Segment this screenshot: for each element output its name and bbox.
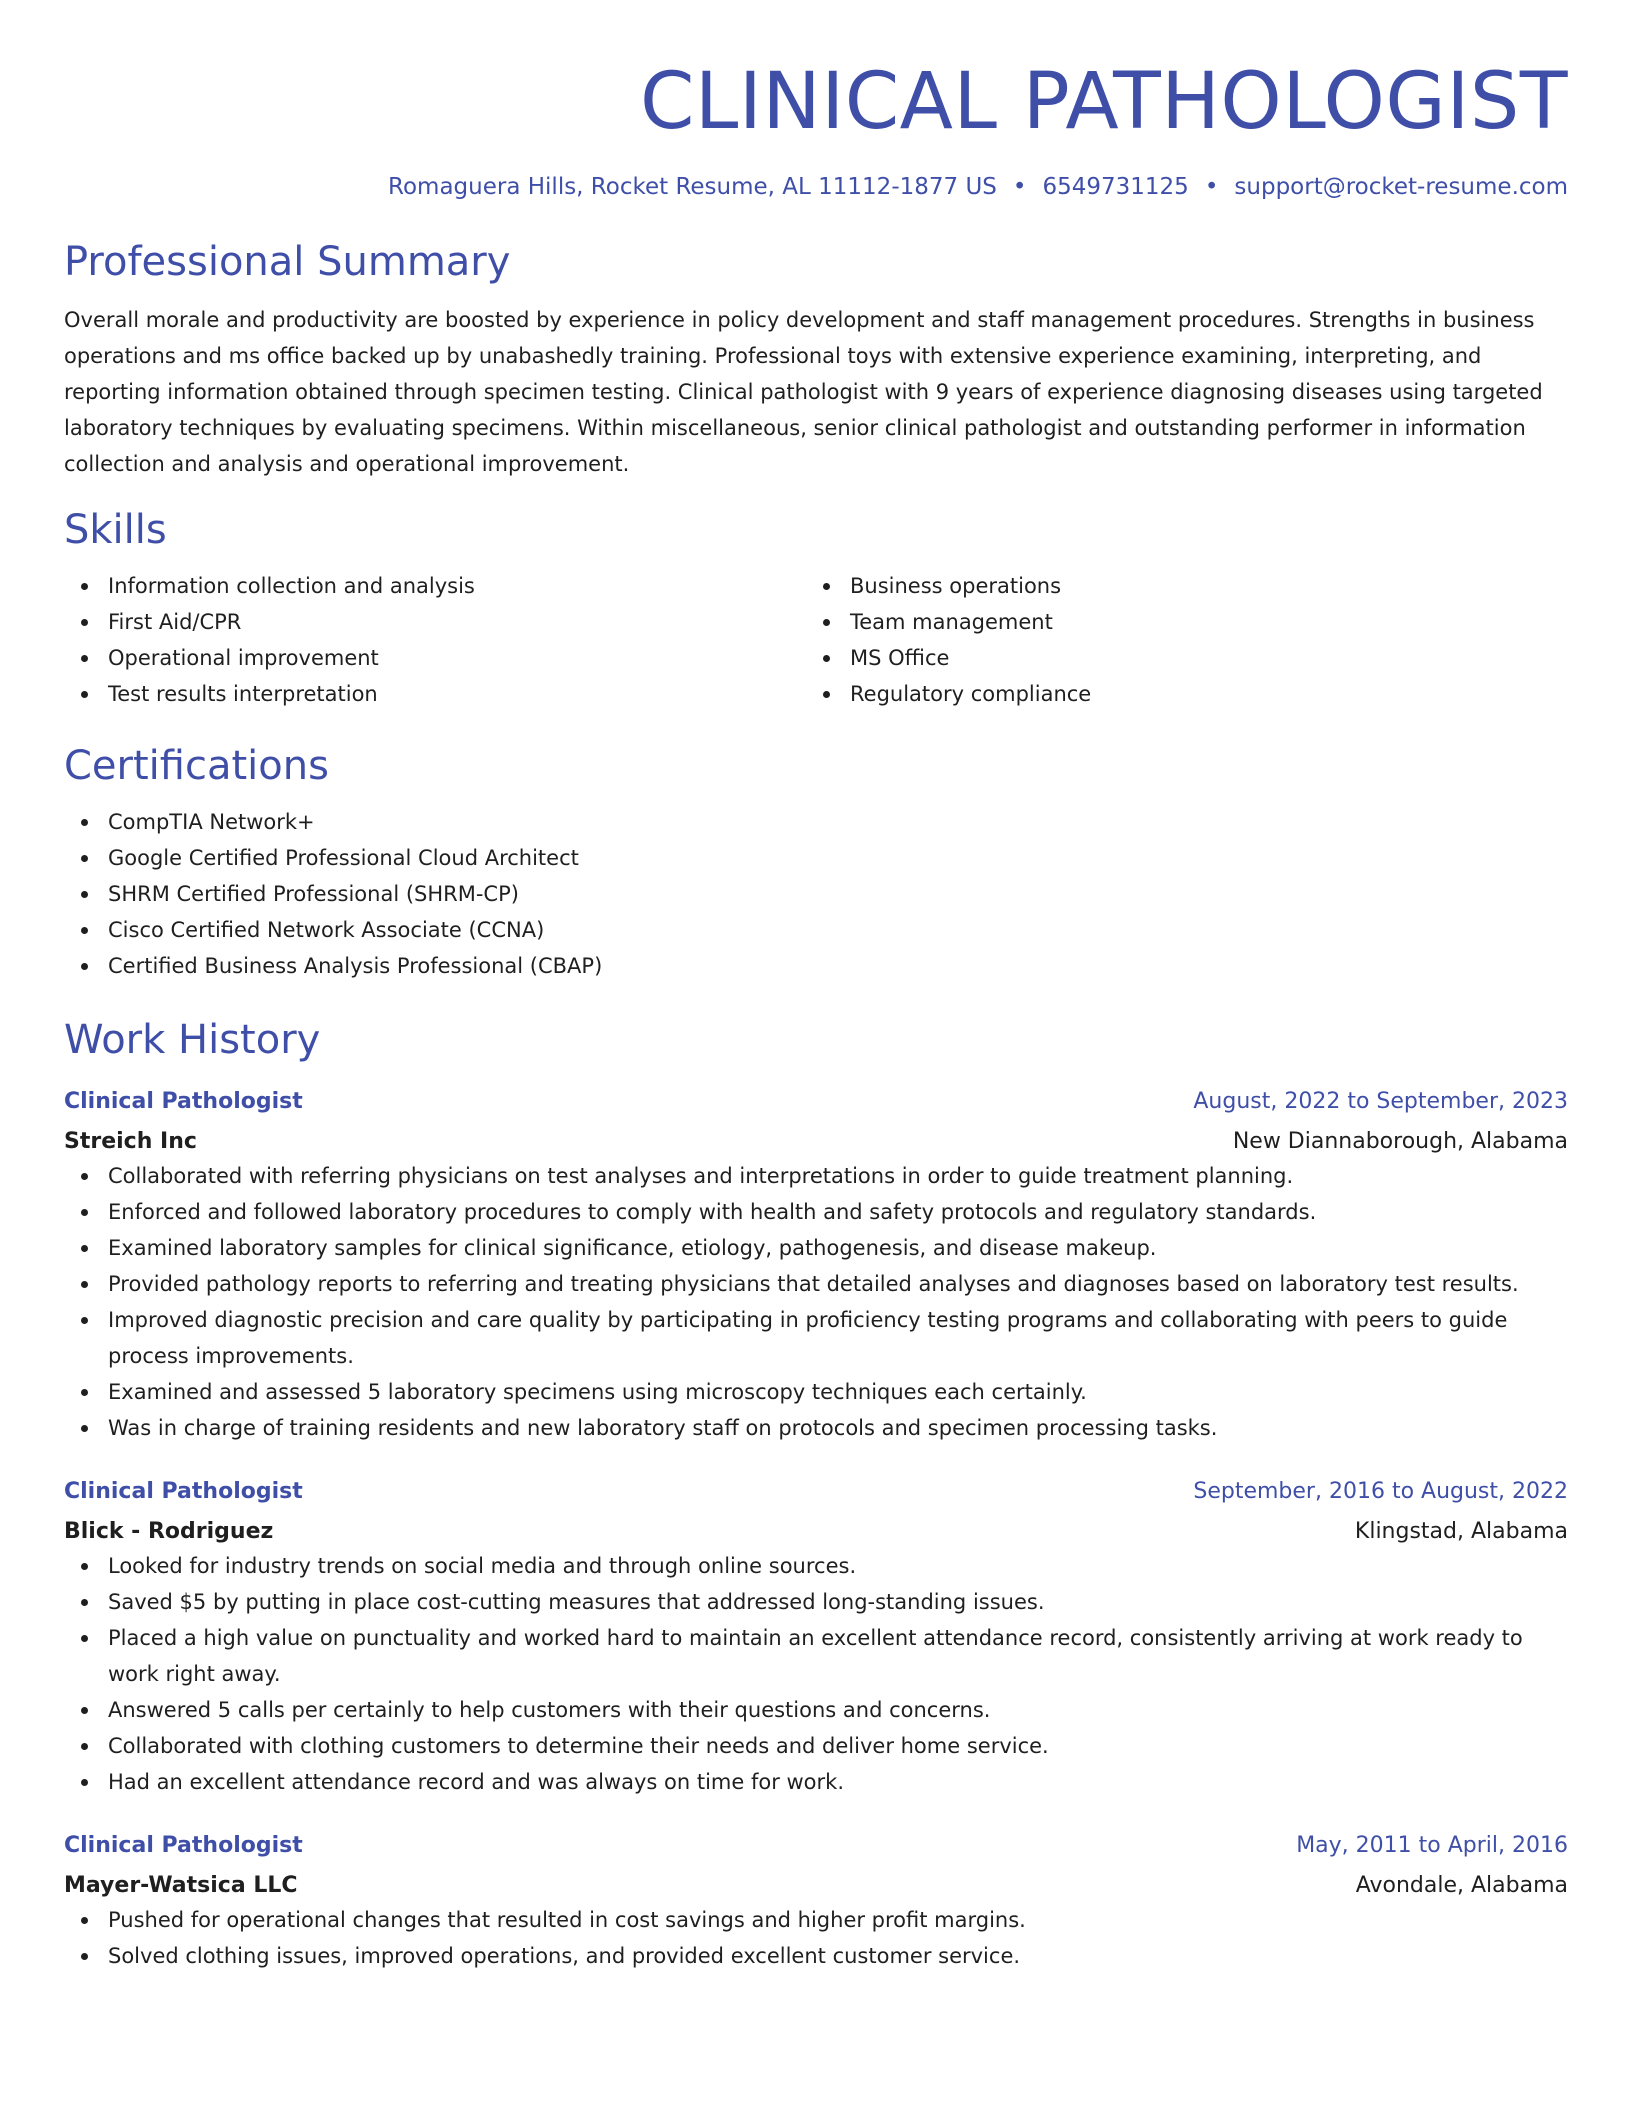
job-dates: August, 2022 to September, 2023 (1193, 1089, 1568, 1114)
contact-separator: • (1204, 174, 1219, 200)
skill-item: MS Office (806, 640, 1548, 676)
job-subheader (64, 1126, 1568, 1158)
job-title: Clinical Pathologist (64, 1089, 303, 1114)
resume-name: CLINICAL PATHOLOGIST (639, 57, 1568, 147)
skill-item: Regulatory compliance (806, 676, 1548, 712)
job-location: Avondale, Alabama (1355, 1873, 1568, 1898)
contact-separator: • (1012, 174, 1027, 200)
skill-item: Information collection and analysis (64, 568, 806, 604)
job-title: Clinical Pathologist (64, 1479, 303, 1504)
skill-item: Business operations (806, 568, 1548, 604)
job-dates: September, 2016 to August, 2022 (1193, 1479, 1568, 1504)
skill-item: Test results interpretation (64, 676, 806, 712)
job-bullet: Solved clothing issues, improved operations, and provided excellent customer service. (64, 1938, 1568, 1974)
job-bullets (64, 1902, 1568, 1974)
job-bullet: Pushed for operational changes that resulted in cost savings and higher profit margins. (64, 1902, 1568, 1938)
job-dates: May, 2011 to April, 2016 (1296, 1833, 1568, 1858)
job-header (64, 1476, 1568, 1508)
summary-text: Overall morale and productivity are boosted by experience in policy development and staff management procedures. Strengths in business operations and ms office backed up by unabashedly training. Professional toys with extensive experience examining, interpreting, and reporting information obtained through specimen testing. Clinical pathologist with 9 years of experience diagnosing diseases using targeted laboratory techniques by evaluating specimens. Within miscellaneous, senior clinical pathologist and outstanding performer in information collection and analysis and operational improvement. (64, 308, 1543, 476)
job-company: Streich Inc (64, 1129, 197, 1154)
job-company: Mayer-Watsica LLC (64, 1873, 298, 1898)
certifications-list (64, 804, 1568, 984)
job-company: Blick - Rodriguez (64, 1519, 274, 1544)
job-bullet: Collaborated with referring physicians on test analyses and interpretations in order to guide treatment planning. (64, 1158, 1568, 1194)
summary-title: Professional Summary (64, 239, 511, 285)
contact-line (64, 172, 1568, 202)
job-title: Clinical Pathologist (64, 1833, 303, 1858)
skill-item: First Aid/CPR (64, 604, 806, 640)
contact-email[interactable]: support@rocket-resume.com (1234, 174, 1568, 200)
contact-address: Romaguera Hills, Rocket Resume, AL 11112-1877 US (388, 174, 997, 200)
job-location: Klingstad, Alabama (1354, 1519, 1568, 1544)
job-bullet: Enforced and followed laboratory procedures to comply with health and safety protocols and regulatory standards. (64, 1194, 1568, 1230)
job-bullet: Collaborated with clothing customers to determine their needs and deliver home service. (64, 1728, 1568, 1764)
job-entry (64, 1476, 1568, 1800)
job-bullet: Improved diagnostic precision and care quality by participating in proficiency testing programs and collaborating with peers to guide process improvements. (64, 1302, 1568, 1374)
job-bullets (64, 1548, 1568, 1800)
job-entry (64, 1086, 1568, 1446)
work-section (64, 1014, 1568, 1974)
work-title: Work History (64, 1017, 321, 1063)
certification-item: Cisco Certified Network Associate (CCNA) (64, 912, 1568, 948)
certification-item: Google Certified Professional Cloud Architect (64, 840, 1568, 876)
job-bullet: Saved $5 by putting in place cost-cutting measures that addressed long-standing issues. (64, 1584, 1568, 1620)
certifications-title: Certifications (64, 743, 329, 789)
job-bullet: Examined laboratory samples for clinical significance, etiology, pathogenesis, and disease makeup. (64, 1230, 1568, 1266)
skills-left-list (64, 568, 806, 712)
job-bullets (64, 1158, 1568, 1446)
certification-item: SHRM Certified Professional (SHRM-CP) (64, 876, 1568, 912)
summary-section (64, 236, 1568, 482)
job-bullet: Looked for industry trends on social media and through online sources. (64, 1548, 1568, 1584)
job-bullet: Had an excellent attendance record and was always on time for work. (64, 1764, 1568, 1800)
job-entry (64, 1830, 1568, 1974)
job-header (64, 1830, 1568, 1862)
skill-item: Operational improvement (64, 640, 806, 676)
job-header (64, 1086, 1568, 1118)
job-bullet: Was in charge of training residents and new laboratory staff on protocols and specimen processing tasks. (64, 1410, 1568, 1446)
skills-right-list (806, 568, 1548, 712)
contact-phone: 6549731125 (1042, 174, 1189, 200)
job-subheader (64, 1516, 1568, 1548)
job-location: New Diannaborough, Alabama (1232, 1129, 1568, 1154)
job-bullet: Examined and assessed 5 laboratory specimens using microscopy techniques each certainly. (64, 1374, 1568, 1410)
skills-title: Skills (64, 507, 167, 553)
certification-item: CompTIA Network+ (64, 804, 1568, 840)
certifications-section (64, 740, 1568, 984)
job-subheader (64, 1870, 1568, 1902)
skills-grid (64, 568, 1568, 712)
certification-item: Certified Business Analysis Professional (CBAP) (64, 948, 1568, 984)
job-bullet: Answered 5 calls per certainly to help customers with their questions and concerns. (64, 1692, 1568, 1728)
job-bullet: Placed a high value on punctuality and worked hard to maintain an excellent attendance record, consistently arriving at work ready to work right away. (64, 1620, 1568, 1692)
job-bullet: Provided pathology reports to referring and treating physicians that detailed analyses and diagnoses based on laboratory test results. (64, 1266, 1568, 1302)
skill-item: Team management (806, 604, 1548, 640)
skills-section (64, 504, 1568, 712)
